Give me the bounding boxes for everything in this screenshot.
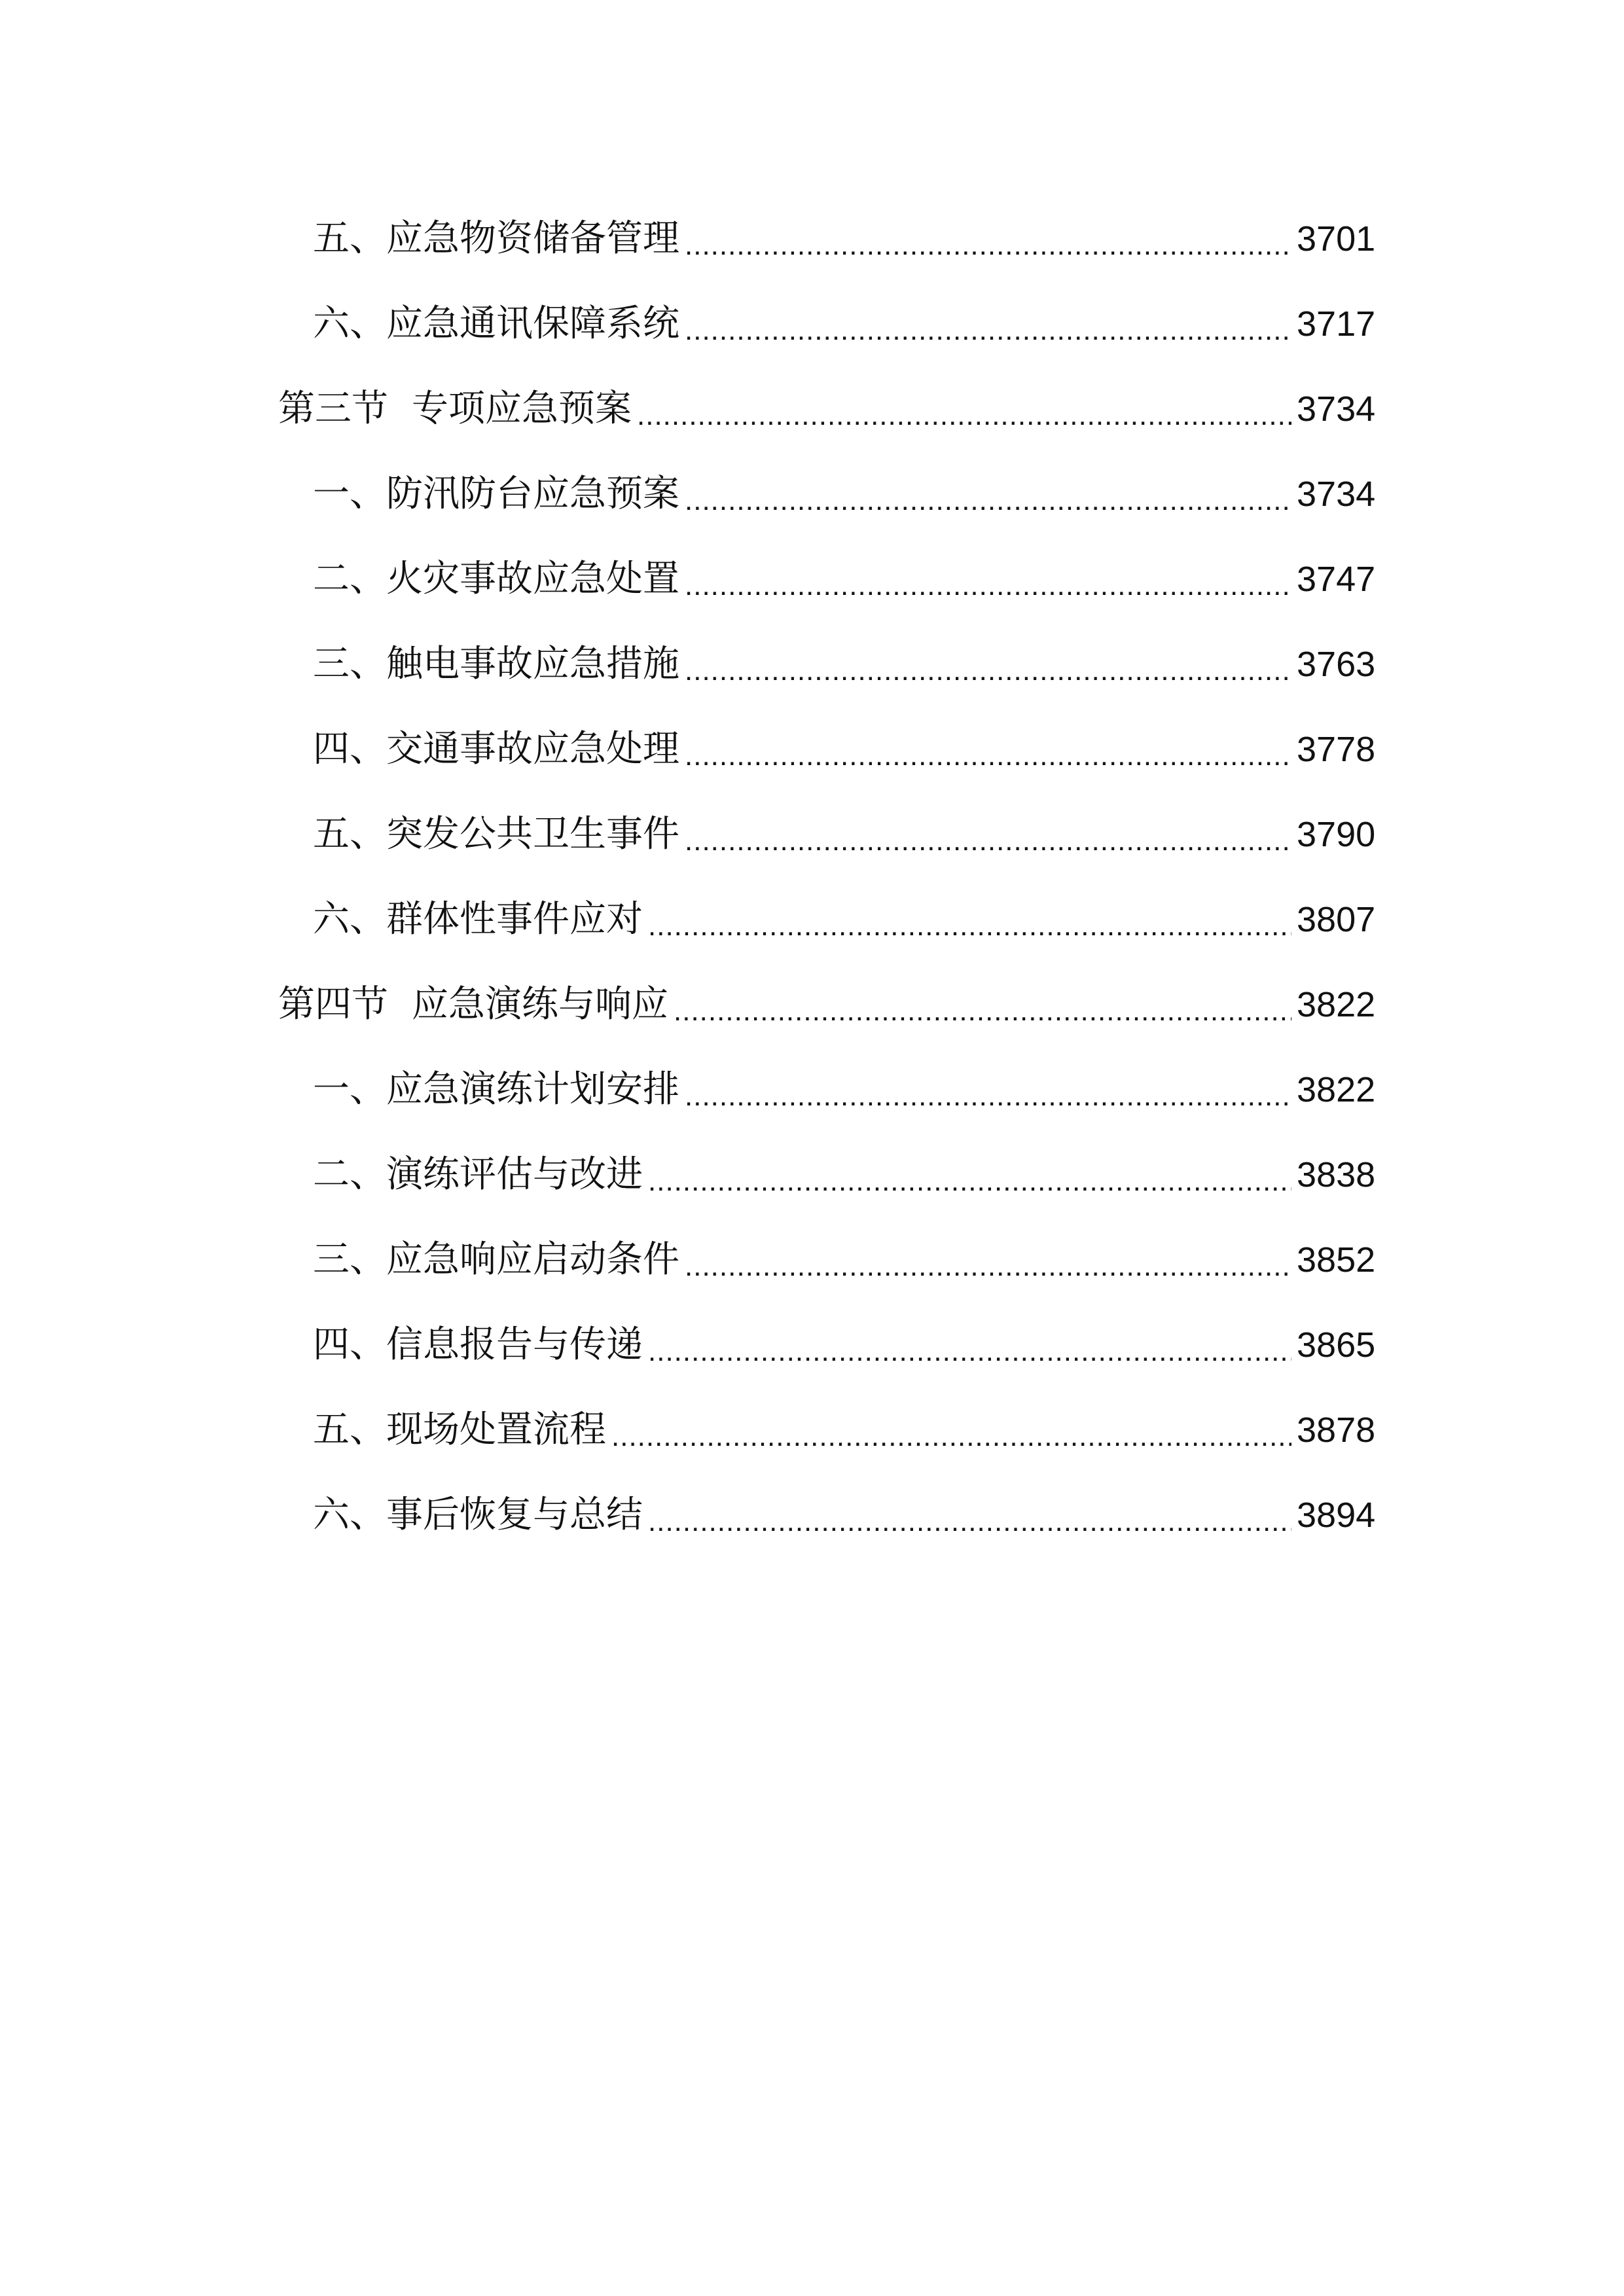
toc-entry-number: 五、 (313, 813, 386, 855)
toc-entry-page: 3894 (1297, 1496, 1376, 1535)
toc-entry-number: 六、 (313, 1494, 386, 1536)
toc-entry[interactable] (0, 1388, 1624, 1473)
dot-leader (685, 486, 1291, 515)
toc-entry-number: 一、 (313, 1068, 386, 1111)
toc-entry-page: 3778 (1297, 730, 1376, 769)
toc-entry-page: 3807 (1297, 900, 1376, 939)
toc-entry-page: 3878 (1297, 1410, 1376, 1450)
toc-entry[interactable] (0, 622, 1624, 707)
toc-section-entry[interactable] (0, 962, 1624, 1047)
toc-entry-title: 防汛防台应急预案 (386, 473, 679, 515)
toc-entry-number: 一、 (313, 473, 386, 515)
toc-entry[interactable] (0, 537, 1624, 622)
toc-entry-title: 现场处置流程 (386, 1408, 606, 1451)
dot-leader (685, 316, 1291, 345)
toc-entry-title: 信息报告与传递 (386, 1323, 643, 1366)
toc-entry-number: 三、 (313, 1238, 386, 1281)
toc-entry-title: 应急演练计划安排 (386, 1068, 679, 1111)
dot-leader (648, 1507, 1291, 1536)
dot-leader (685, 656, 1291, 685)
toc-entry-page: 3822 (1297, 1070, 1376, 1109)
toc-entry[interactable] (0, 281, 1624, 367)
toc-entry-page: 3822 (1297, 985, 1376, 1024)
dot-leader (685, 1252, 1291, 1281)
toc-entry-number: 四、 (313, 1323, 386, 1366)
dot-leader (685, 571, 1291, 600)
toc-entry[interactable] (0, 452, 1624, 537)
toc-entry-number: 二、 (313, 1153, 386, 1196)
toc-entry-page: 3701 (1297, 219, 1376, 259)
dot-leader (637, 401, 1291, 430)
dot-leader (685, 742, 1291, 770)
toc-entry-page: 3717 (1297, 304, 1376, 344)
toc-entry-page: 3734 (1297, 389, 1376, 429)
toc-entry[interactable] (0, 196, 1624, 281)
toc-entry-number: 三、 (313, 643, 386, 685)
dot-leader (648, 1337, 1291, 1366)
toc-entry-page: 3852 (1297, 1240, 1376, 1280)
toc-entry[interactable] (0, 1473, 1624, 1558)
toc-entry-number: 六、 (313, 898, 386, 941)
toc-entry-title: 演练评估与改进 (386, 1153, 643, 1196)
toc-section-number: 第四节 (278, 983, 388, 1026)
toc-entry-number: 五、 (313, 1408, 386, 1451)
toc-section-title: 应急演练与响应 (412, 983, 668, 1026)
toc-entry[interactable] (0, 1132, 1624, 1217)
toc-entry[interactable] (0, 1302, 1624, 1388)
table-of-contents (0, 196, 1624, 1558)
toc-entry[interactable] (0, 877, 1624, 962)
toc-entry-page: 3838 (1297, 1155, 1376, 1194)
dot-leader (648, 1167, 1291, 1196)
dot-leader (685, 231, 1291, 260)
dot-leader (685, 827, 1291, 855)
toc-entry-title: 事后恢复与总结 (386, 1494, 643, 1536)
toc-entry[interactable] (0, 792, 1624, 877)
toc-entry-title: 突发公共卫生事件 (386, 813, 679, 855)
toc-section-entry[interactable] (0, 367, 1624, 452)
toc-entry-page: 3747 (1297, 560, 1376, 599)
toc-entry-number: 二、 (313, 558, 386, 600)
toc-entry[interactable] (0, 707, 1624, 792)
dot-leader (648, 912, 1291, 941)
toc-entry-title: 火灾事故应急处置 (386, 558, 679, 600)
toc-entry-page: 3790 (1297, 815, 1376, 854)
toc-entry-title: 应急响应启动条件 (386, 1238, 679, 1281)
toc-section-title: 专项应急预案 (412, 387, 632, 430)
toc-entry-page: 3734 (1297, 475, 1376, 514)
dot-leader (611, 1422, 1291, 1451)
toc-entry-title: 应急通讯保障系统 (386, 302, 679, 345)
toc-entry-number: 五、 (313, 217, 386, 260)
toc-entry-title: 交通事故应急处理 (386, 728, 679, 770)
toc-section-number: 第三节 (278, 387, 388, 430)
toc-entry-title: 应急物资储备管理 (386, 217, 679, 260)
toc-entry-page: 3865 (1297, 1325, 1376, 1365)
toc-entry-page: 3763 (1297, 645, 1376, 684)
dot-leader (685, 1082, 1291, 1111)
toc-entry[interactable] (0, 1217, 1624, 1302)
toc-entry-title: 触电事故应急措施 (386, 643, 679, 685)
toc-entry-title: 群体性事件应对 (386, 898, 643, 941)
toc-entry-number: 六、 (313, 302, 386, 345)
toc-entry-number: 四、 (313, 728, 386, 770)
toc-entry[interactable] (0, 1047, 1624, 1132)
dot-leader (674, 997, 1291, 1026)
